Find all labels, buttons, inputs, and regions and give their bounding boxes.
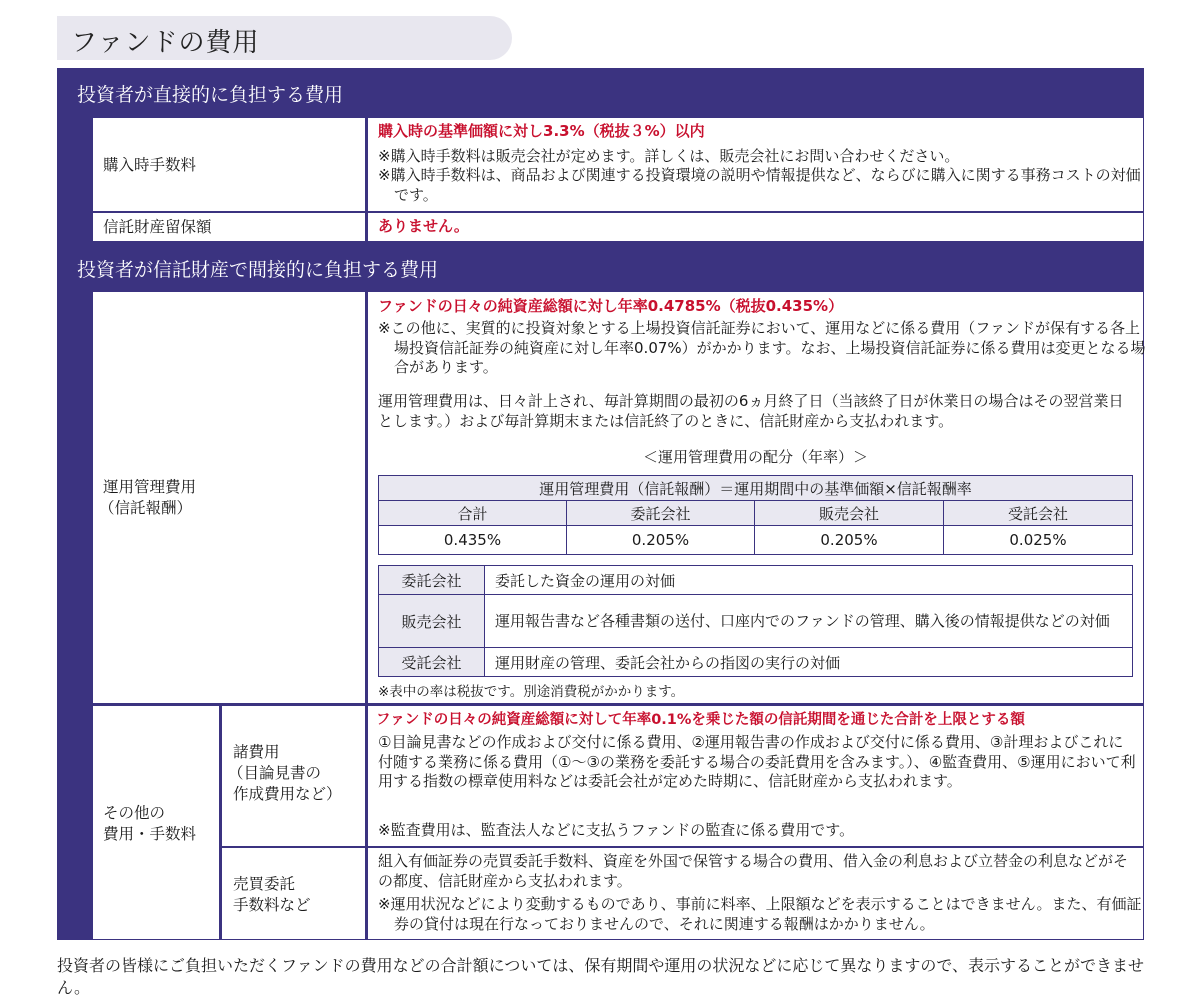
- role-desc-distributor: 運用報告書など各種書類の送付、口座内でのファンドの管理、購入後の情報提供などの対価: [484, 594, 1133, 648]
- trading-fee-label-1: 売買委託: [233, 875, 296, 893]
- mgmt-fee-paragraph: 運用管理費用は、日々計上され、毎計算期間の最初の6ヵ月終了日（当該終了日が休業日の場合はその翌営業日とします。）および毎計算期末または信託終了のときに、信託財産から支払われます。: [378, 392, 1124, 430]
- dashed-divider: [222, 846, 1143, 847]
- mgmt-fee-rate: ファンドの日々の純資産総額に対し年率0.4785%（税抜0.435%）: [378, 297, 844, 315]
- role-desc-trustor: 委託した資金の運用の対価: [484, 565, 1133, 595]
- section-title-tab: [57, 16, 512, 60]
- mgmt-fee-label-1: 運用管理費用: [103, 478, 197, 496]
- mgmt-fee-label-2: （信託報酬）: [99, 499, 193, 517]
- direct-costs-heading: 投資者が直接的に負担する費用: [77, 84, 344, 106]
- misc-expenses-label-cell: [222, 706, 365, 846]
- purchase-fee-note-2: ※購入時手数料は、商品および関連する投資環境の説明や情報提供など、ならびに購入に関する事務コストの対価です。: [378, 166, 1141, 204]
- trading-fee-content-cell: [368, 848, 1143, 939]
- mgmt-fee-content-cell: [368, 292, 1146, 703]
- reserve-label-cell: [93, 213, 365, 241]
- reserve-label: 信託財産留保額: [103, 218, 212, 236]
- role-desc-trustee: 運用財産の管理、委託会社からの指図の実行の対価: [484, 647, 1133, 677]
- alloc-header-distributor: 販売会社: [754, 500, 944, 526]
- purchase-fee-content-cell: [368, 118, 1143, 211]
- trading-fee-note: ※運用状況などにより変動するものであり、事前に料率、上限額などを表示することはできません。また、有価証券の貸付は現在行なっておりませんので、それに関連する報酬はかかりません。: [378, 895, 1142, 933]
- indirect-costs-heading: 投資者が信託財産で間接的に負担する費用: [77, 259, 439, 281]
- alloc-header-trustee: 受託会社: [943, 500, 1133, 526]
- alloc-header-total: 合計: [378, 500, 567, 526]
- alloc-header-trustor: 委託会社: [566, 500, 755, 526]
- alloc-value-distributor: 0.205%: [754, 525, 944, 555]
- misc-expenses-content-cell: [368, 706, 1143, 846]
- other-costs-label-2: 費用・手数料: [103, 825, 197, 843]
- role-name-trustee: 受託会社: [378, 647, 485, 677]
- misc-expenses-rate: ファンドの日々の純資産総額に対して年率0.1%を乗じた額の信託期間を通じた合計を上限とする額: [376, 712, 1025, 728]
- misc-expenses-label-2: （目論見書の: [228, 764, 322, 782]
- purchase-fee-note-1: ※購入時手数料は販売会社が定めます。詳しくは、販売会社にお問い合わせください。: [378, 147, 960, 165]
- trading-fee-label-2: 手数料など: [233, 896, 311, 914]
- misc-expenses-note: ※監査費用は、監査法人などに支払うファンドの監査に係る費用です。: [378, 821, 855, 839]
- purchase-fee-rate: 購入時の基準価額に対し3.3%（税抜３%）以内: [378, 122, 705, 140]
- alloc-value-total: 0.435%: [378, 525, 567, 555]
- mgmt-fee-label-cell: [93, 292, 365, 703]
- role-name-trustor: 委託会社: [378, 565, 485, 595]
- tax-note: ※表中の率は税抜です。別途消費税がかかります。: [378, 684, 685, 700]
- allocation-formula: 運用管理費用（信託報酬）＝運用期間中の基準価額×信託報酬率: [378, 475, 1133, 501]
- misc-expenses-desc: ①目論見書などの作成および交付に係る費用、②運用報告書の作成および交付に係る費用、③計理およびこれに付随する業務に係る費用（①～③の業務を委託する場合の委託費用を含みます。）、④監査費用、⑤運用において利用する指数の標章使用料などは委託会社が定めた時期に、信託財産から支払われます。: [378, 733, 1136, 790]
- reserve-content-cell: [368, 213, 1143, 241]
- allocation-title: ＜運用管理費用の配分（年率）＞: [642, 448, 868, 466]
- misc-expenses-label-1: 諸費用: [233, 743, 280, 761]
- purchase-fee-label-cell: [93, 118, 365, 211]
- misc-expenses-label-3: 作成費用など）: [233, 785, 342, 803]
- reserve-value: ありません。: [378, 217, 469, 235]
- mgmt-fee-note: ※この他に、実質的に投資対象とする上場投資信託証券において、運用などに係る費用（ファンドが保有する各上場投資信託証券の純資産に対し年率0.07%）がかかります。なお、上場投資信託証券に係る費用は変更となる場合があります。: [378, 319, 1146, 376]
- footer-note: 投資者の皆様にご負担いただくファンドの費用などの合計額については、保有期間や運用の状況などに応じて異なりますので、表示することができません。: [57, 956, 1145, 997]
- role-name-distributor: 販売会社: [378, 594, 485, 648]
- trading-fee-desc: 組入有価証券の売買委託手数料、資産を外国で保管する場合の費用、借入金の利息および立替金の利息などがその都度、信託財産から支払われます。: [378, 852, 1129, 890]
- page-title: ファンドの費用: [71, 28, 260, 58]
- other-costs-label-1: その他の: [103, 804, 166, 822]
- alloc-value-trustee: 0.025%: [943, 525, 1133, 555]
- trading-fee-label-cell: [222, 848, 365, 939]
- alloc-value-trustor: 0.205%: [566, 525, 755, 555]
- purchase-fee-label: 購入時手数料: [103, 156, 197, 174]
- other-costs-label-cell: [93, 706, 219, 939]
